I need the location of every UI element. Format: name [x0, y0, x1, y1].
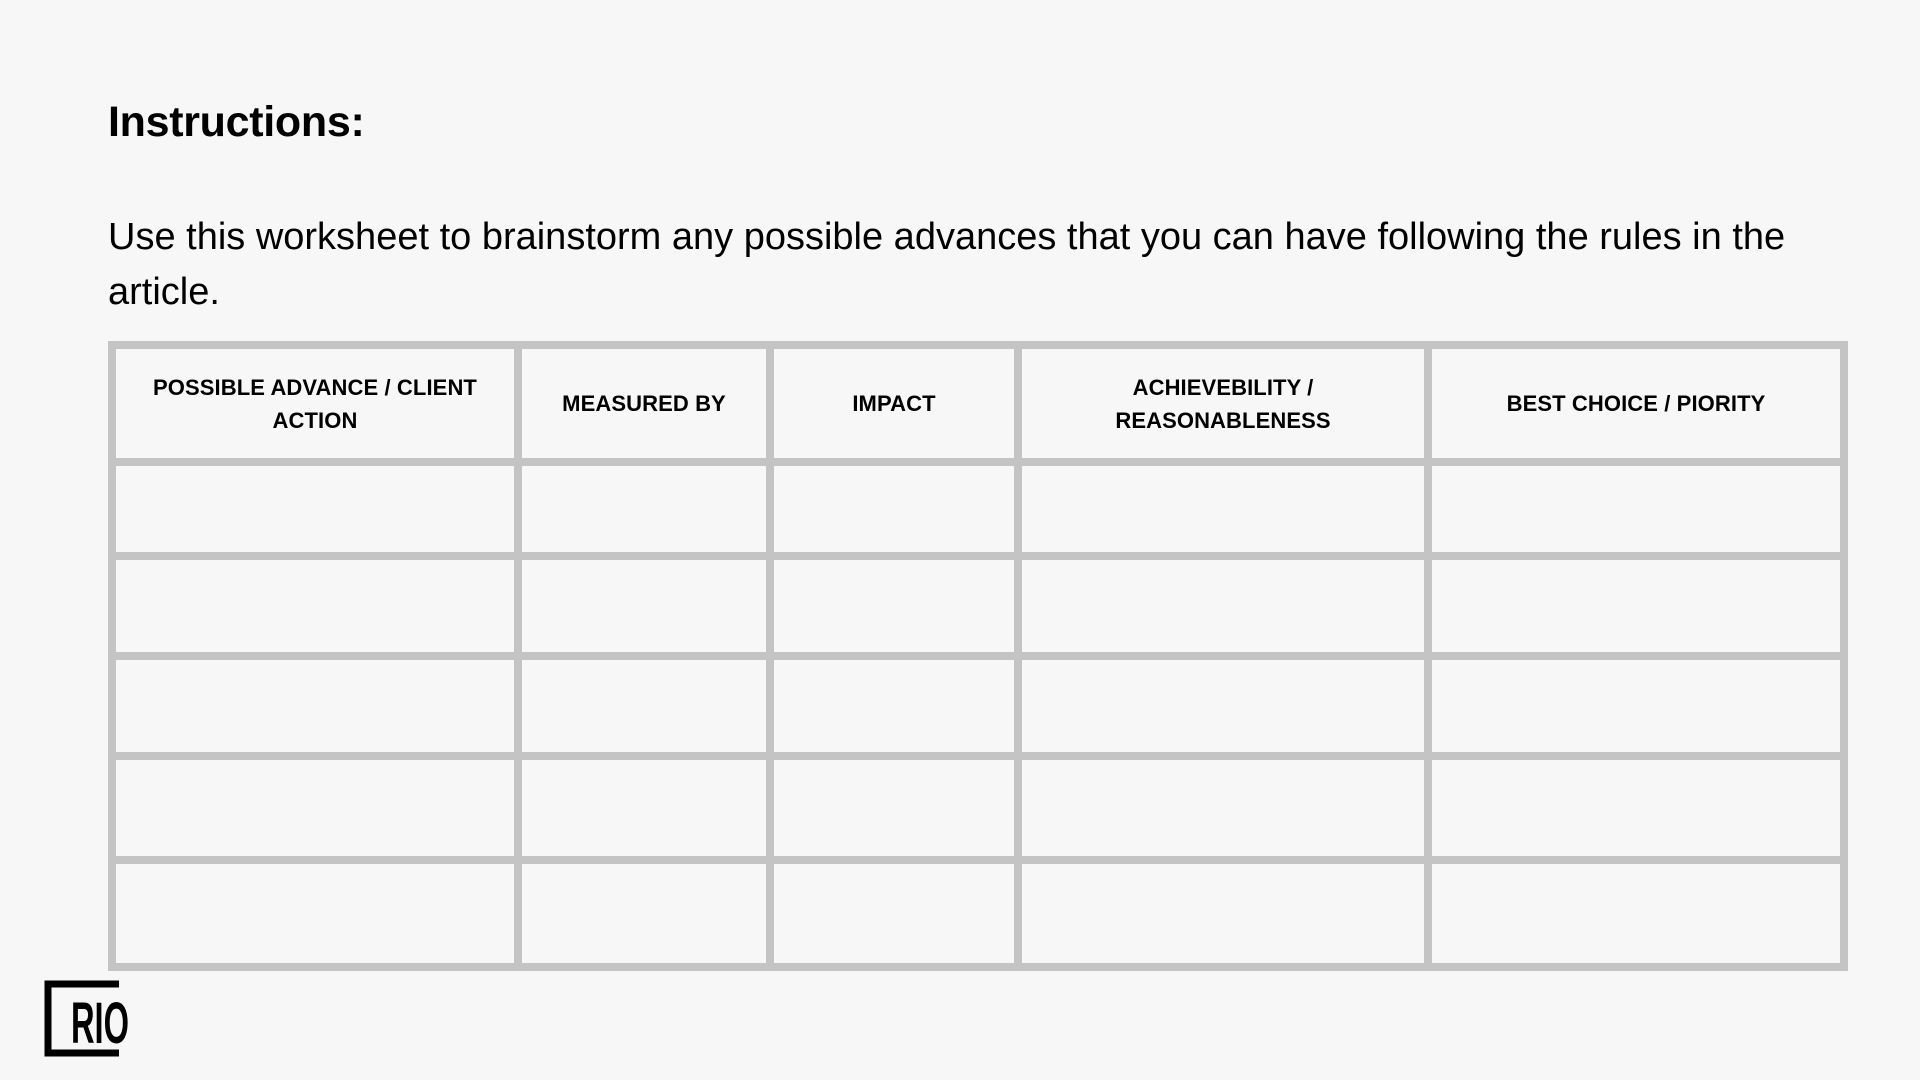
table-cell[interactable]: [1428, 462, 1844, 556]
table-row: [112, 860, 1844, 967]
table-cell[interactable]: [518, 556, 770, 656]
table-cell[interactable]: [1018, 656, 1428, 756]
table-cell[interactable]: [112, 656, 518, 756]
table-row: [112, 756, 1844, 860]
worksheet-table: [108, 341, 1848, 971]
table-cell[interactable]: [770, 756, 1018, 860]
table-cell[interactable]: [1428, 756, 1844, 860]
table-cell[interactable]: [1018, 556, 1428, 656]
table-cell[interactable]: [1018, 462, 1428, 556]
table-cell[interactable]: [518, 756, 770, 860]
table-cell[interactable]: [770, 462, 1018, 556]
table-cell[interactable]: [518, 462, 770, 556]
table-cell[interactable]: [1428, 656, 1844, 756]
header-row: [112, 345, 1844, 462]
table-row: [112, 462, 1844, 556]
rio-logo: [44, 980, 132, 1057]
table-cell[interactable]: [1428, 556, 1844, 656]
table-cell[interactable]: [1428, 860, 1844, 967]
instructions-heading: Instructions:: [108, 98, 365, 146]
instructions-text: Use this worksheet to brainstorm any possible advances that you can have following the rules in the article.: [108, 216, 1786, 313]
table-cell[interactable]: [112, 462, 518, 556]
table-cell[interactable]: [770, 556, 1018, 656]
column-header-best-choice: BEST CHOICE / PIORITY: [1428, 345, 1844, 462]
column-header-possible-advance: POSSIBLE ADVANCE / CLIENT ACTION: [112, 345, 518, 462]
column-header-measured-by: MEASURED BY: [518, 345, 770, 462]
table-row: [112, 656, 1844, 756]
logo-text: RIO: [71, 991, 129, 1056]
table-cell[interactable]: [770, 860, 1018, 967]
table-cell[interactable]: [112, 860, 518, 967]
column-header-impact: IMPACT: [770, 345, 1018, 462]
worksheet-table-header: [112, 345, 1844, 462]
table-cell[interactable]: [112, 756, 518, 860]
table-cell[interactable]: [1018, 756, 1428, 860]
table-cell[interactable]: [112, 556, 518, 656]
worksheet-table-body: [112, 462, 1844, 967]
table-cell[interactable]: [518, 860, 770, 967]
column-header-achievability: ACHIEVEBILITY / REASONABLENESS: [1018, 345, 1428, 462]
table-row: [112, 556, 1844, 656]
table-cell[interactable]: [770, 656, 1018, 756]
table-cell[interactable]: [1018, 860, 1428, 967]
table-cell[interactable]: [518, 656, 770, 756]
